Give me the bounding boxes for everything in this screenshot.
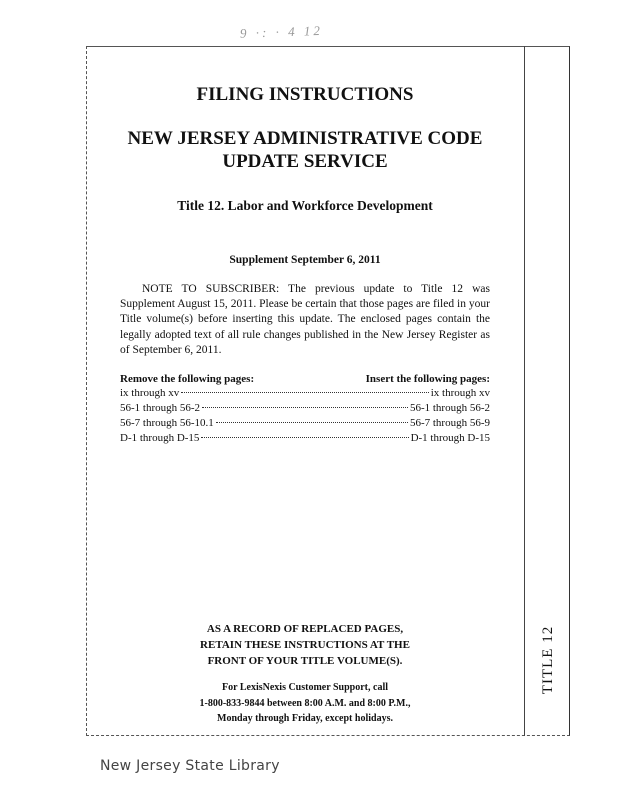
record-line: FRONT OF YOUR TITLE VOLUME(S). xyxy=(207,654,403,667)
scan-mark: 9 ·: · 4 12 xyxy=(239,22,324,41)
code-title-line2: UPDATE SERVICE xyxy=(222,150,388,172)
table-row xyxy=(120,431,490,446)
dot-leader xyxy=(201,437,408,438)
support-hours: Monday through Friday, except holidays. xyxy=(217,713,393,724)
dot-leader xyxy=(216,422,408,423)
table-header xyxy=(120,373,490,386)
remove-pages: 56-1 through 56-2 xyxy=(120,401,201,414)
title-heading: Title 12. Labor and Workforce Development xyxy=(177,197,433,213)
subscriber-note: NOTE TO SUBSCRIBER: The previous update to Title 12 was Supplement August 15, 2011. Please be certain that those pages are filed in your Title volume(s) before inserting this update. The enclosed pages contain the legally adopted text of all rule changes published in the New Jersey Register as of September 6, 2011. xyxy=(120,282,490,357)
support-line: For LexisNexis Customer Support, call xyxy=(221,682,388,693)
insert-pages: D-1 through D-15 xyxy=(410,431,490,444)
record-line: RETAIN THESE INSTRUCTIONS AT THE xyxy=(200,638,410,651)
insert-header: Insert the following pages: xyxy=(365,372,490,385)
remove-header: Remove the following pages: xyxy=(120,372,255,385)
table-row xyxy=(120,401,490,416)
remove-pages: 56-7 through 56-10.1 xyxy=(120,416,214,429)
page-replacement-table xyxy=(120,373,490,446)
insert-pages: 56-7 through 56-9 xyxy=(409,416,490,429)
title-tab-label: TITLE 12 xyxy=(540,625,556,695)
remove-pages: ix through xv xyxy=(120,386,180,399)
supplement-date: Supplement September 6, 2011 xyxy=(229,253,381,266)
insert-pages: 56-1 through 56-2 xyxy=(409,401,490,414)
table-row xyxy=(120,386,490,401)
insert-pages: ix through xv xyxy=(430,386,490,399)
record-notice xyxy=(150,622,460,670)
page-title: FILING INSTRUCTIONS xyxy=(196,84,414,105)
remove-pages: D-1 through D-15 xyxy=(120,431,200,444)
code-title-line1: NEW JERSEY ADMINISTRATIVE CODE xyxy=(127,128,483,149)
dot-leader xyxy=(181,392,428,393)
library-stamp: New Jersey State Library xyxy=(100,758,280,774)
instructions-body xyxy=(120,84,490,446)
record-line: AS A RECORD OF REPLACED PAGES, xyxy=(206,623,404,635)
customer-support xyxy=(150,680,460,727)
tab-divider xyxy=(524,46,526,736)
dot-leader xyxy=(202,407,408,408)
code-title xyxy=(120,128,490,174)
table-row xyxy=(120,416,490,431)
support-phone: 1-800-833-9844 between 8:00 A.M. and 8:00 P.M., xyxy=(199,697,411,709)
